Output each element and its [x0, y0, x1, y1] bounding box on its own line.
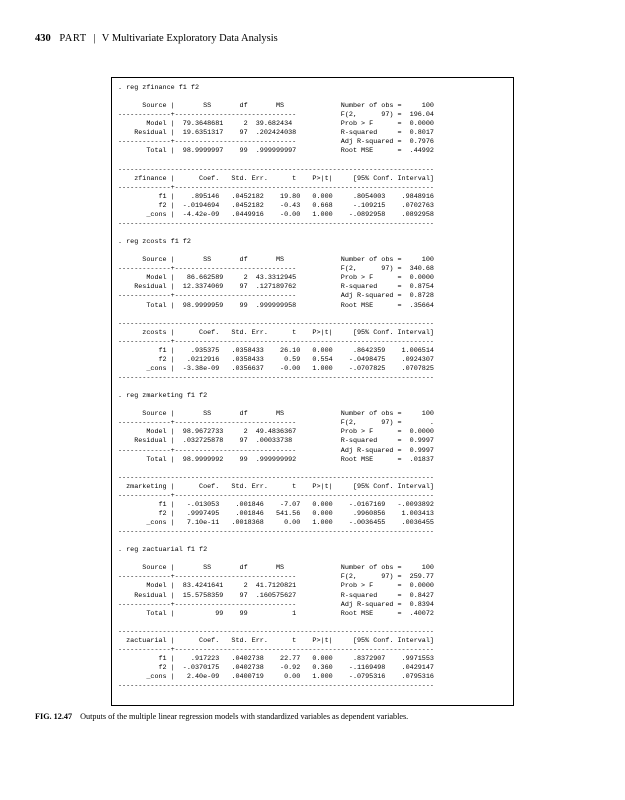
- output-line: Model | 98.9672733 2 49.4836367 Prob > F = 0.0000: [118, 428, 434, 437]
- output-line: zfinance | Coef. Std. Err. t P>|t| [95% Conf. Interval]: [118, 174, 434, 183]
- output-line: -------------+----------------------------------------------------------------: [118, 491, 434, 500]
- output-line: Total | 99 99 1 Root MSE = .40072: [118, 609, 434, 618]
- output-line: [118, 537, 434, 546]
- output-line: ------------------------------------------------------------------------------: [118, 682, 434, 691]
- part-title: V Multivariate Exploratory Data Analysis: [101, 33, 278, 44]
- output-line: Source | SS df MS Number of obs = 100: [118, 410, 434, 419]
- output-line: ------------------------------------------------------------------------------: [118, 165, 434, 174]
- output-line: _cons | -3.38e-09 .0356637 -0.00 1.000 -.0707825 .0707825: [118, 364, 434, 373]
- output-line: Total | 98.9999992 99 .999999992 Root MSE = .01837: [118, 455, 434, 464]
- output-line: ------------------------------------------------------------------------------: [118, 374, 434, 382]
- running-header: [35, 33, 278, 44]
- output-line: . reg zmarketing f1 f2: [118, 392, 208, 401]
- output-line: Total | 98.9999959 99 .999999958 Root MSE = .35664: [118, 301, 434, 310]
- output-line: [118, 157, 434, 166]
- caption-text: Outputs of the multiple linear regression models with standardized variables as dependent variables.: [80, 712, 409, 721]
- output-line: f2 | .9997495 .001846 541.56 0.000 .9960856 1.003413: [118, 509, 434, 518]
- output-line: -------------+------------------------------ Adj R-squared = 0.7976: [118, 138, 434, 147]
- output-line: [118, 619, 434, 628]
- output-line: -------------+----------------------------------------------------------------: [118, 337, 434, 346]
- regression-output-figure: [111, 77, 514, 706]
- output-line: . reg zactuarial f1 f2: [118, 546, 208, 555]
- output-line: [118, 555, 434, 564]
- output-line: Model | 83.4241641 2 41.7120821 Prob > F = 0.0000: [118, 582, 434, 591]
- output-line: zcosts | Coef. Std. Err. t P>|t| [95% Conf. Interval]: [118, 328, 434, 337]
- output-line: f2 | .0212916 .0358433 0.59 0.554 -.0498475 .0924307: [118, 355, 434, 364]
- output-line: [118, 311, 434, 320]
- output-line: [118, 247, 434, 256]
- output-line: . reg zcosts f1 f2: [118, 238, 191, 247]
- output-line: -------------+------------------------------ F(2, 97) = 196.04: [118, 111, 434, 120]
- output-line: zmarketing | Coef. Std. Err. t P>|t| [95% Conf. Interval]: [118, 482, 434, 491]
- output-line: _cons | 2.40e-09 .0400719 0.00 1.000 -.0795316 .0795316: [118, 673, 434, 682]
- output-line: -------------+------------------------------ Adj R-squared = 0.9997: [118, 446, 434, 455]
- output-line: Total | 98.9999997 99 .999999997 Root MSE = .44992: [118, 147, 434, 156]
- output-line: ------------------------------------------------------------------------------: [118, 473, 434, 482]
- output-line: -------------+------------------------------ Adj R-squared = 0.8728: [118, 292, 434, 301]
- figure-label: FIG. 12.47: [35, 712, 73, 721]
- output-line: _cons | 7.10e-11 .0018368 0.00 1.000 -.0036455 .0036455: [118, 519, 434, 527]
- output-line: [118, 229, 434, 238]
- output-line: Residual | .032725878 97 .00033738 R-squared = 0.9997: [118, 437, 434, 446]
- output-line: [118, 383, 434, 392]
- part-label: PART: [59, 33, 87, 44]
- output-line: [118, 93, 434, 102]
- output-line: Model | 79.3648681 2 39.682434 Prob > F = 0.0000: [118, 120, 434, 129]
- output-line: _cons | -4.42e-09 .0449916 -0.00 1.000 -.0892958 .0892958: [118, 210, 434, 219]
- output-line: -------------+------------------------------ Adj R-squared = 0.8394: [118, 600, 434, 609]
- output-line: [118, 465, 434, 474]
- output-line: f2 | -.0370175 .0402738 -0.92 0.360 -.1169498 .0429147: [118, 664, 434, 672]
- output-line: ------------------------------------------------------------------------------: [118, 319, 434, 328]
- output-line: ------------------------------------------------------------------------------: [118, 627, 434, 636]
- output-line: -------------+------------------------------ F(2, 97) = .: [118, 419, 434, 428]
- page-number: 430: [35, 33, 51, 44]
- output-line: . reg zfinance f1 f2: [118, 84, 200, 92]
- output-line: -------------+----------------------------------------------------------------: [118, 183, 434, 192]
- output-line: f1 | .895146 .0452182 19.80 0.000 .8054003 .9848916: [118, 192, 434, 201]
- output-line: f1 | -.013053 .001846 -7.07 0.000 -.0167169 -.0093892: [118, 500, 434, 509]
- output-line: f1 | .935375 .0358433 26.10 0.000 .8642359 1.006514: [118, 346, 434, 355]
- output-line: [118, 401, 434, 410]
- stata-output: [118, 84, 434, 691]
- header-separator: |: [93, 33, 96, 44]
- output-line: Residual | 12.3374069 97 .127189762 R-squared = 0.8754: [118, 283, 434, 292]
- output-line: -------------+------------------------------ F(2, 97) = 259.77: [118, 573, 434, 582]
- output-line: -------------+------------------------------ F(2, 97) = 340.68: [118, 265, 434, 274]
- output-line: zactuarial | Coef. Std. Err. t P>|t| [95% Conf. Interval]: [118, 636, 434, 645]
- output-line: Model | 86.662589 2 43.3312945 Prob > F = 0.0000: [118, 274, 434, 283]
- output-line: ------------------------------------------------------------------------------: [118, 219, 434, 228]
- output-line: ------------------------------------------------------------------------------: [118, 528, 434, 537]
- output-line: Source | SS df MS Number of obs = 100: [118, 102, 434, 111]
- output-line: Source | SS df MS Number of obs = 100: [118, 564, 434, 573]
- output-line: Residual | 19.6351317 97 .202424038 R-squared = 0.8017: [118, 129, 434, 138]
- output-line: f2 | -.0194694 .0452182 -0.43 0.668 -.109215 .0702763: [118, 201, 434, 210]
- output-line: Source | SS df MS Number of obs = 100: [118, 256, 434, 265]
- figure-caption: [35, 712, 595, 721]
- output-line: Residual | 15.5758359 97 .160575627 R-squared = 0.8427: [118, 591, 434, 600]
- output-line: -------------+----------------------------------------------------------------: [118, 645, 434, 654]
- output-line: f1 | .917223 .0402738 22.77 0.000 .8372907 .9971553: [118, 654, 434, 663]
